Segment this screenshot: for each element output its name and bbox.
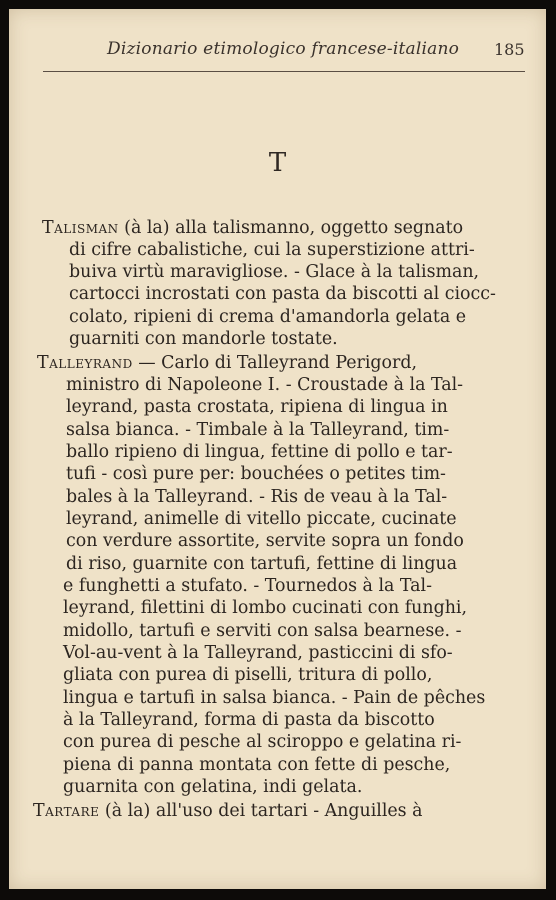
entry-line: di cifre cabalistiche, cui la superstizione attri- bbox=[69, 240, 475, 260]
entry-line: leyrand, pasta crostata, ripiena di lingua in bbox=[66, 397, 448, 417]
entry-line: salsa bianca. - Timbale à la Talleyrand, tim- bbox=[66, 420, 450, 440]
entry-first-line bbox=[42, 217, 463, 239]
entry-line: ministro di Napoleone I. - Croustade à la Tal- bbox=[66, 375, 464, 395]
entry-line: colato, ripieni di crema d'amandorla gelata e bbox=[69, 307, 467, 327]
running-head-title: Dizionario etimologico francese-italiano bbox=[107, 39, 460, 59]
entry-line: con purea di pesche al sciroppo e gelatina ri- bbox=[63, 732, 462, 752]
entry-text: — Carlo di Talleyrand Perigord, bbox=[132, 353, 417, 373]
entry-line: lingua e tartufi in salsa bianca. - Pain de pêches bbox=[63, 688, 486, 708]
entry-line: midollo, tartufi e serviti con salsa bearnese. - bbox=[63, 621, 462, 641]
entry-line: piena di panna montata con fette di pesche, bbox=[63, 755, 451, 775]
entry-first-line bbox=[33, 800, 423, 822]
entry-line: Vol-au-vent à la Talleyrand, pasticcini di sfo- bbox=[63, 643, 453, 663]
entry-line: buiva virtù maravigliose. - Glace à la talisman, bbox=[69, 262, 480, 282]
entry-line: leyrand, filettini di lombo cucinati con funghi, bbox=[63, 598, 467, 618]
book-page bbox=[9, 9, 546, 889]
entry-first-line bbox=[37, 352, 417, 374]
entry-line: gliata con purea di piselli, tritura di pollo, bbox=[63, 665, 433, 685]
headword: Talleyrand bbox=[37, 353, 133, 373]
entry-line: à la Talleyrand, forma di pasta da biscotto bbox=[63, 710, 435, 730]
entry-text: (à la) alla talismanno, oggetto segnato bbox=[118, 218, 464, 238]
entry-line: ballo ripieno di lingua, fettine di pollo e tar- bbox=[66, 442, 453, 462]
entry-line: e funghetti a stufato. - Tournedos à la Tal- bbox=[63, 576, 432, 596]
entry-line: di riso, guarnite con tartufi, fettine di lingua bbox=[66, 554, 458, 574]
entry-line: cartocci incrostati con pasta da biscotti al ciocc- bbox=[69, 284, 496, 304]
header-rule bbox=[43, 71, 525, 72]
running-head bbox=[9, 9, 546, 79]
entry-text: (à la) all'uso dei tartari - Anguilles à bbox=[99, 801, 423, 821]
headword: Talisman bbox=[42, 218, 119, 238]
page-number: 185 bbox=[494, 40, 525, 59]
headword: Tartare bbox=[33, 801, 100, 821]
entry-line: tufi - così pure per: bouchées o petites tim- bbox=[66, 464, 446, 484]
entry-line: guarniti con mandorle tostate. bbox=[69, 329, 338, 349]
entry-line: leyrand, animelle di vitello piccate, cucinate bbox=[66, 509, 457, 529]
entry-line: bales à la Talleyrand. - Ris de veau à la Tal- bbox=[66, 487, 448, 507]
section-letter: T bbox=[268, 148, 287, 178]
entry-line: guarnita con gelatina, indi gelata. bbox=[63, 777, 363, 797]
entry-line: con verdure assortite, servite sopra un fondo bbox=[66, 531, 464, 551]
